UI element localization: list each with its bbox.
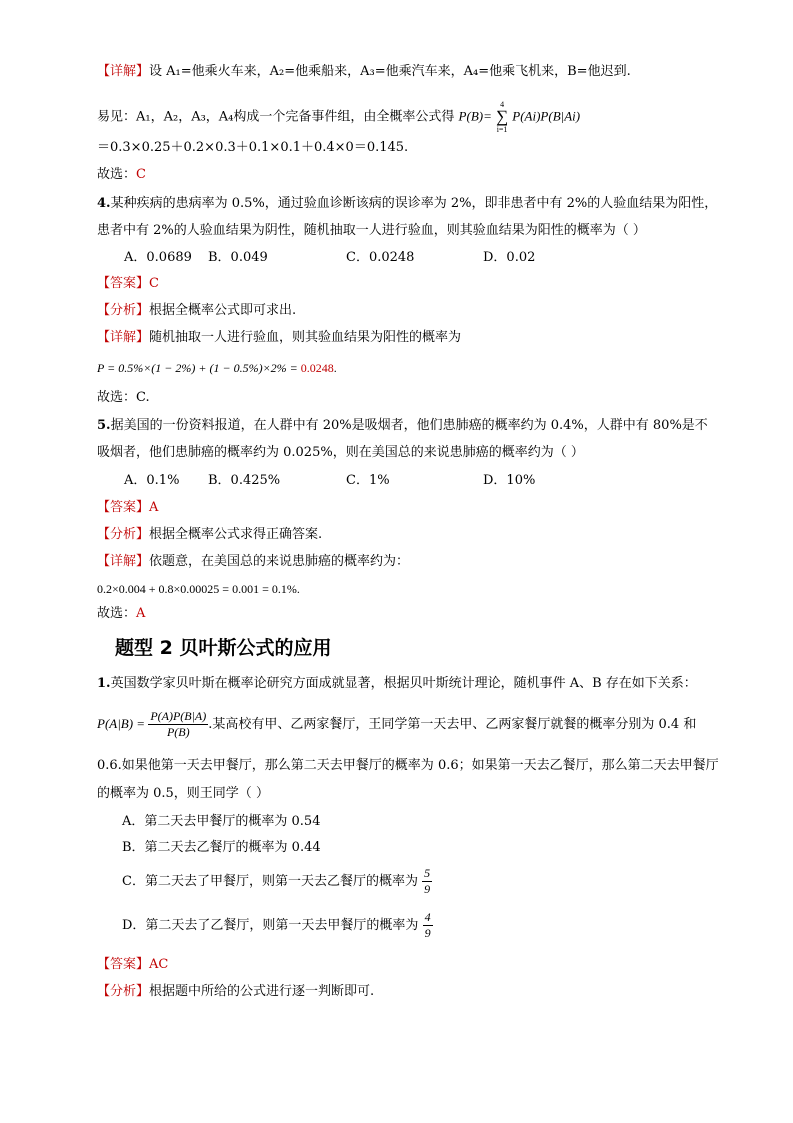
choose-answer: A [136, 606, 146, 621]
option-a: A．0.0689 [124, 250, 192, 265]
choose-line: 故选：A [97, 606, 146, 621]
option-b: B．0.425% [208, 473, 281, 488]
bayes-question-line3: 0.6.如果他第一天去甲餐厅，那么第二天去甲餐厅的概率为 0.6；如果第一天去乙餐厅，那么第二天去甲餐厅 [97, 758, 719, 773]
section-heading: 题型 2 贝叶斯公式的应用 [115, 637, 332, 659]
formula-line: P = 0.5%×(1 − 2%) + (1 − 0.5%)×2% = 0.0248. [97, 361, 337, 375]
option-d: D．0.02 [483, 250, 536, 265]
option-a: A．第二天去甲餐厅的概率为 0.54 [122, 814, 321, 829]
option-d: D．第二天去了乙餐厅，则第一天去甲餐厅的概率为 $\frac{4}{9}$ [122, 910, 431, 940]
question-number: 1. [97, 676, 111, 691]
bayes-formula-lhs: P(A|B) = [97, 716, 149, 731]
summation-symbol: 4 ∑ i=1 [496, 100, 509, 134]
option-c: C．1% [346, 473, 390, 488]
bayes-fraction: $\frac{P(A)P(B|A)}{P(B)}$ [150, 709, 207, 739]
choose-answer: C [136, 167, 146, 182]
formula-line: 0.2×0.004 + 0.8×0.00025 = 0.001 = 0.1%. [97, 582, 300, 596]
answer-line: 【答案】A [97, 500, 159, 515]
question-5-line1: 5.据美国的一份资料报道，在人群中有 20%是吸烟者，他们患肺癌的概率约为 0.4%，人群中有 80%是不 [97, 418, 708, 433]
option-b: B．第二天去乙餐厅的概率为 0.44 [122, 840, 321, 855]
formula-lhs: P(B)= [458, 108, 492, 124]
fraction: $\frac{4}{9}$ [424, 910, 431, 940]
total-probability-line [97, 100, 580, 134]
formula-result: 0.0248 [300, 361, 334, 375]
option-b: B．0.049 [208, 250, 268, 265]
option-c: C．0.0248 [346, 250, 415, 265]
detail-text: 设 A₁=他乘火车来，A₂=他乘船来，A₃=他乘汽车来，A₄=他乘飞机来，B=他迟到. [149, 64, 631, 79]
fraction: $\frac{5}{9}$ [424, 866, 431, 896]
question-4-line2: 患者中有 2%的人验血结果为阴性，随机抽取一人进行验血，则其验血结果为阳性的概率为（ ） [97, 223, 646, 238]
answer-value: AC [149, 957, 169, 972]
question-5-line2: 吸烟者，他们患肺癌的概率约为 0.025%，则在美国总的来说患肺癌的概率约为（ ） [97, 445, 584, 460]
computation-line: ＝0.3×0.25＋0.2×0.3＋0.1×0.1＋0.4×0＝0.145. [97, 140, 409, 155]
bayes-formula-line: P(A|B) = $\frac{P(A)P(B|A)}{P(B)}$ .某高校有甲、乙两家餐厅，王同学第一天去甲、乙两家餐厅就餐的概率分别为 0.4 和 [97, 709, 697, 739]
analysis-line: 【分析】根据全概率公式求得正确答案. [97, 527, 323, 542]
answer-line: 【答案】C [97, 276, 159, 291]
choose-line: 故选：C [97, 167, 146, 182]
choose-line: 故选：C. [97, 390, 150, 405]
answer-line: 【答案】AC [97, 957, 169, 972]
question-number: 4. [97, 196, 111, 211]
solution-detail-line [97, 62, 631, 82]
detail-line: 【详解】依题意，在美国总的来说患肺癌的概率约为： [97, 554, 410, 569]
option-c: C．第二天去了甲餐厅，则第一天去乙餐厅的概率为 $\frac{5}{9}$ [122, 866, 431, 896]
option-d: D．10% [483, 473, 536, 488]
answer-value: C [149, 276, 159, 291]
detail-tag: 【详解】 [97, 64, 150, 79]
bayes-question-line4: 的概率为 0.5，则王同学（ ） [97, 786, 269, 801]
answer-value: A [149, 500, 159, 515]
analysis-line: 【分析】根据题中所给的公式进行逐一判断即可. [97, 984, 375, 999]
detail-line: 【详解】随机抽取一人进行验血，则其验血结果为阳性的概率为 [97, 330, 462, 345]
complete-event-text: 易见：A₁，A₂，A₃，A₄构成一个完备事件组，由全概率公式得 [97, 109, 455, 125]
bayes-question-line1: 1.英国数学家贝叶斯在概率论研究方面成就显著，根据贝叶斯统计理论，随机事件 A、B 存在如下关系： [97, 676, 697, 691]
question-number: 5. [97, 418, 111, 433]
option-a: A．0.1% [124, 473, 180, 488]
analysis-line: 【分析】根据全概率公式即可求出. [97, 303, 297, 318]
formula-rhs: P(Ai)P(B|Ai) [512, 108, 581, 124]
question-4-line1: 4.某种疾病的患病率为 0.5%，通过验血诊断该病的误诊率为 2%，即非患者中有 2%的人验血结果为阳性， [97, 196, 718, 211]
